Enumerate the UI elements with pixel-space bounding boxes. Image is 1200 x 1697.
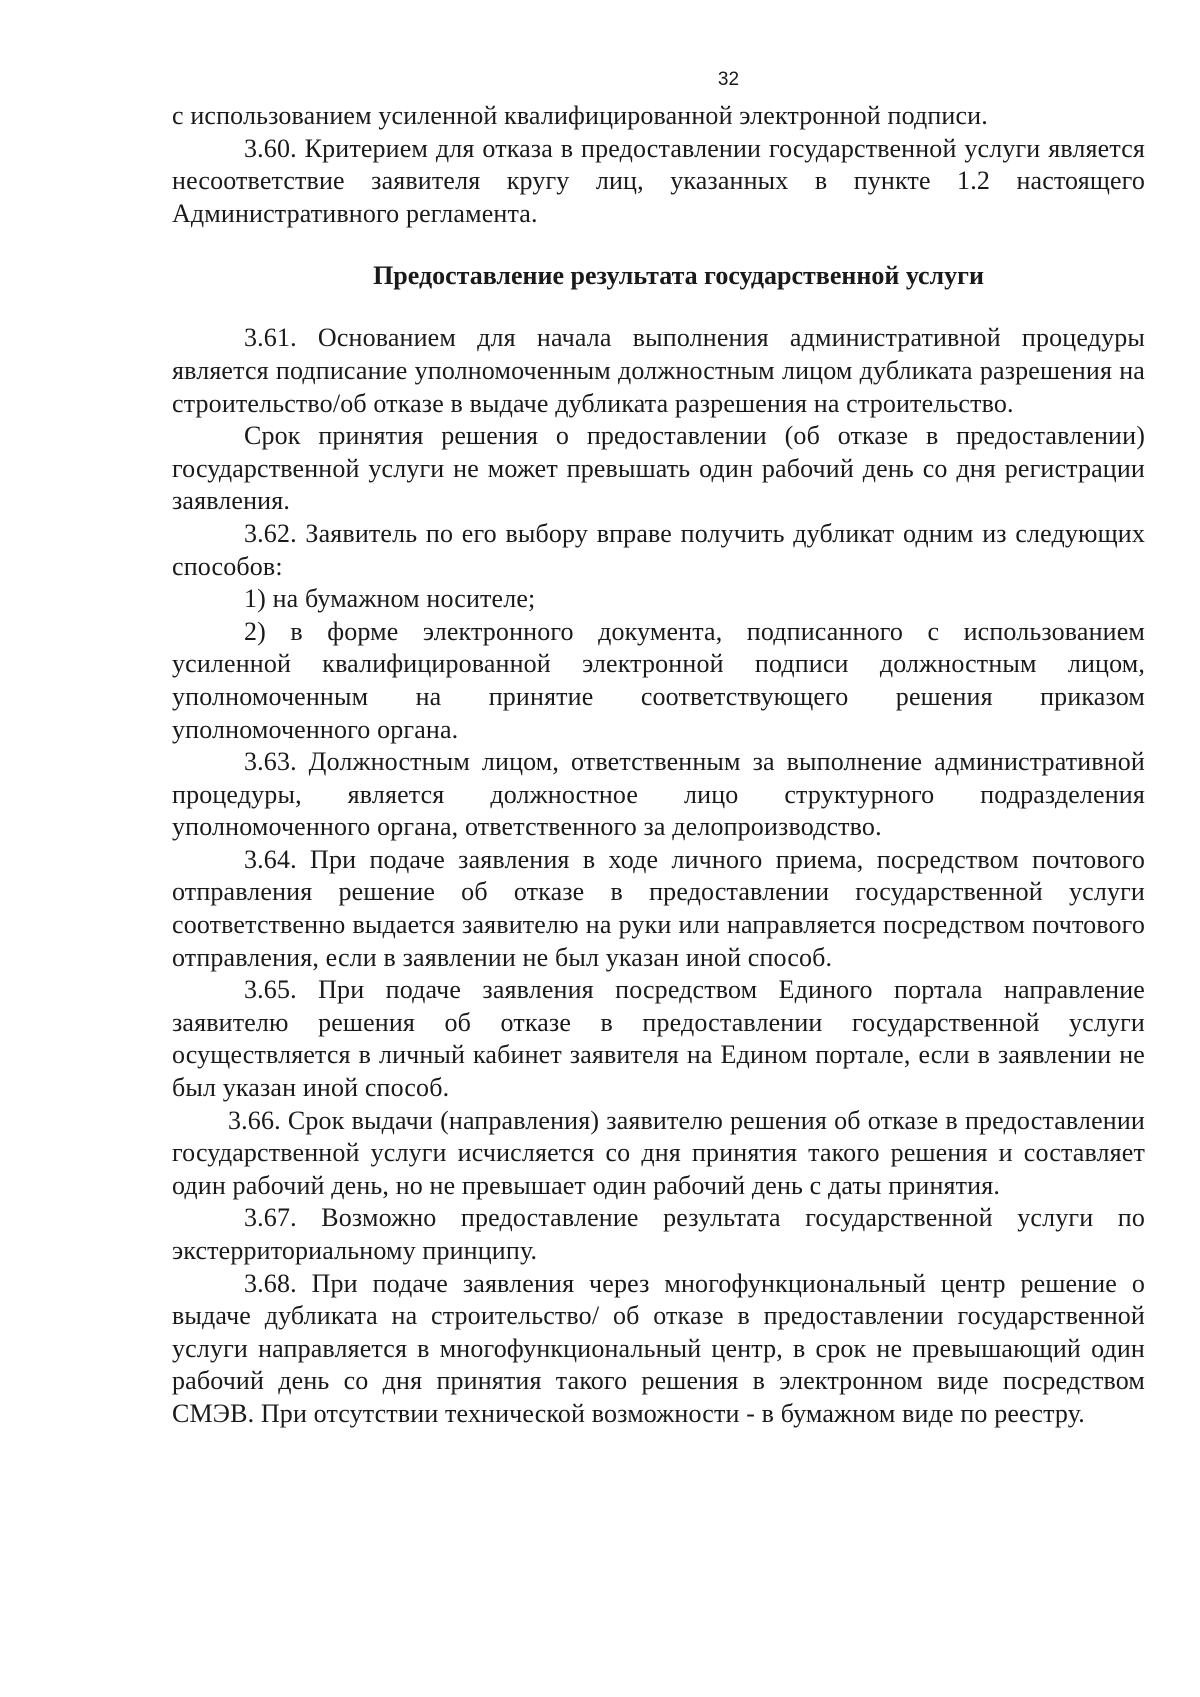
section-heading: Предоставление результата государственной услуги bbox=[373, 261, 984, 291]
paragraph-3-61: 3.61. Основанием для начала выполнения административной процедуры является подписание уполномоченным должностным лицом дубликата разрешения на строительство/об отказе в выдаче дубликата разрешения на строительство. bbox=[172, 323, 1145, 418]
paragraph-3-62: 3.62. Заявитель по его выбору вправе получить дубликат одним из следующих способов: bbox=[172, 518, 1145, 581]
paragraph-3-67: 3.67. Возможно предоставление результата государственной услуги по экстерриториальному принципу. bbox=[172, 1203, 1145, 1265]
document-page bbox=[172, 68, 1145, 1431]
paragraph-decision-term: Срок принятия решения о предоставлении (об отказе в предоставлении) государственной услуги не может превышать один рабочий день со дня регистрации заявления. bbox=[172, 421, 1145, 516]
paragraph-3-64: 3.64. При подаче заявления в ходе личного приема, посредством почтового отправления решение об отказе в предоставлении государственной услуги соответственно выдается заявителю на руки или направляется посредством почтового отправления, если в заявлении не был указан иной способ. bbox=[172, 844, 1145, 972]
paragraph-continuation: с использованием усиленной квалифицированной электронной подписи. bbox=[172, 101, 988, 130]
paragraph-3-65: 3.65. При подаче заявления посредством Единого портала направление заявителю решения об отказе в предоставлении государственной услуги осуществляется в личный кабинет заявителя на Едином портале, если в заявлении не был указан иной способ. bbox=[172, 975, 1145, 1103]
page-number: 32 bbox=[717, 69, 740, 90]
list-item-paper: 1) на бумажном носителе; bbox=[244, 584, 536, 614]
list-item-electronic: 2) в форме электронного документа, подписанного с использованием усиленной квалифицированной электронной подписи должностным лицом, уполномоченным на принятие соответствующего решения приказом уполномоченного органа. bbox=[172, 616, 1145, 744]
paragraph-3-60: 3.60. Критерием для отказа в предоставлении государственной услуги является несоответствие заявителя кругу лиц, указанных в пункте 1.2 настоящего Административного регламента. bbox=[172, 133, 1145, 228]
paragraph-3-66: 3.66. Срок выдачи (направления) заявителю решения об отказе в предоставлении государственной услуги исчисляется со дня принятия такого решения и составляет один рабочий день, но не превышает один рабочий день с даты принятия. bbox=[172, 1105, 1145, 1200]
paragraph-3-68: 3.68. При подаче заявления через многофункциональный центр решение о выдаче дубликата на строительство/ об отказе в предоставлении государственной услуги направляется в многофункциональный центр, в срок не превышающий один рабочий день со дня принятия такого решения в электронном виде посредством СМЭВ. При отсутствии технической возможности - в бумажном виде по реестру. bbox=[172, 1268, 1145, 1428]
paragraph-3-63: 3.63. Должностным лицом, ответственным за выполнение административной процедуры, является должностное лицо структурного подразделения уполномоченного органа, ответственного за делопроизводство. bbox=[172, 747, 1145, 842]
